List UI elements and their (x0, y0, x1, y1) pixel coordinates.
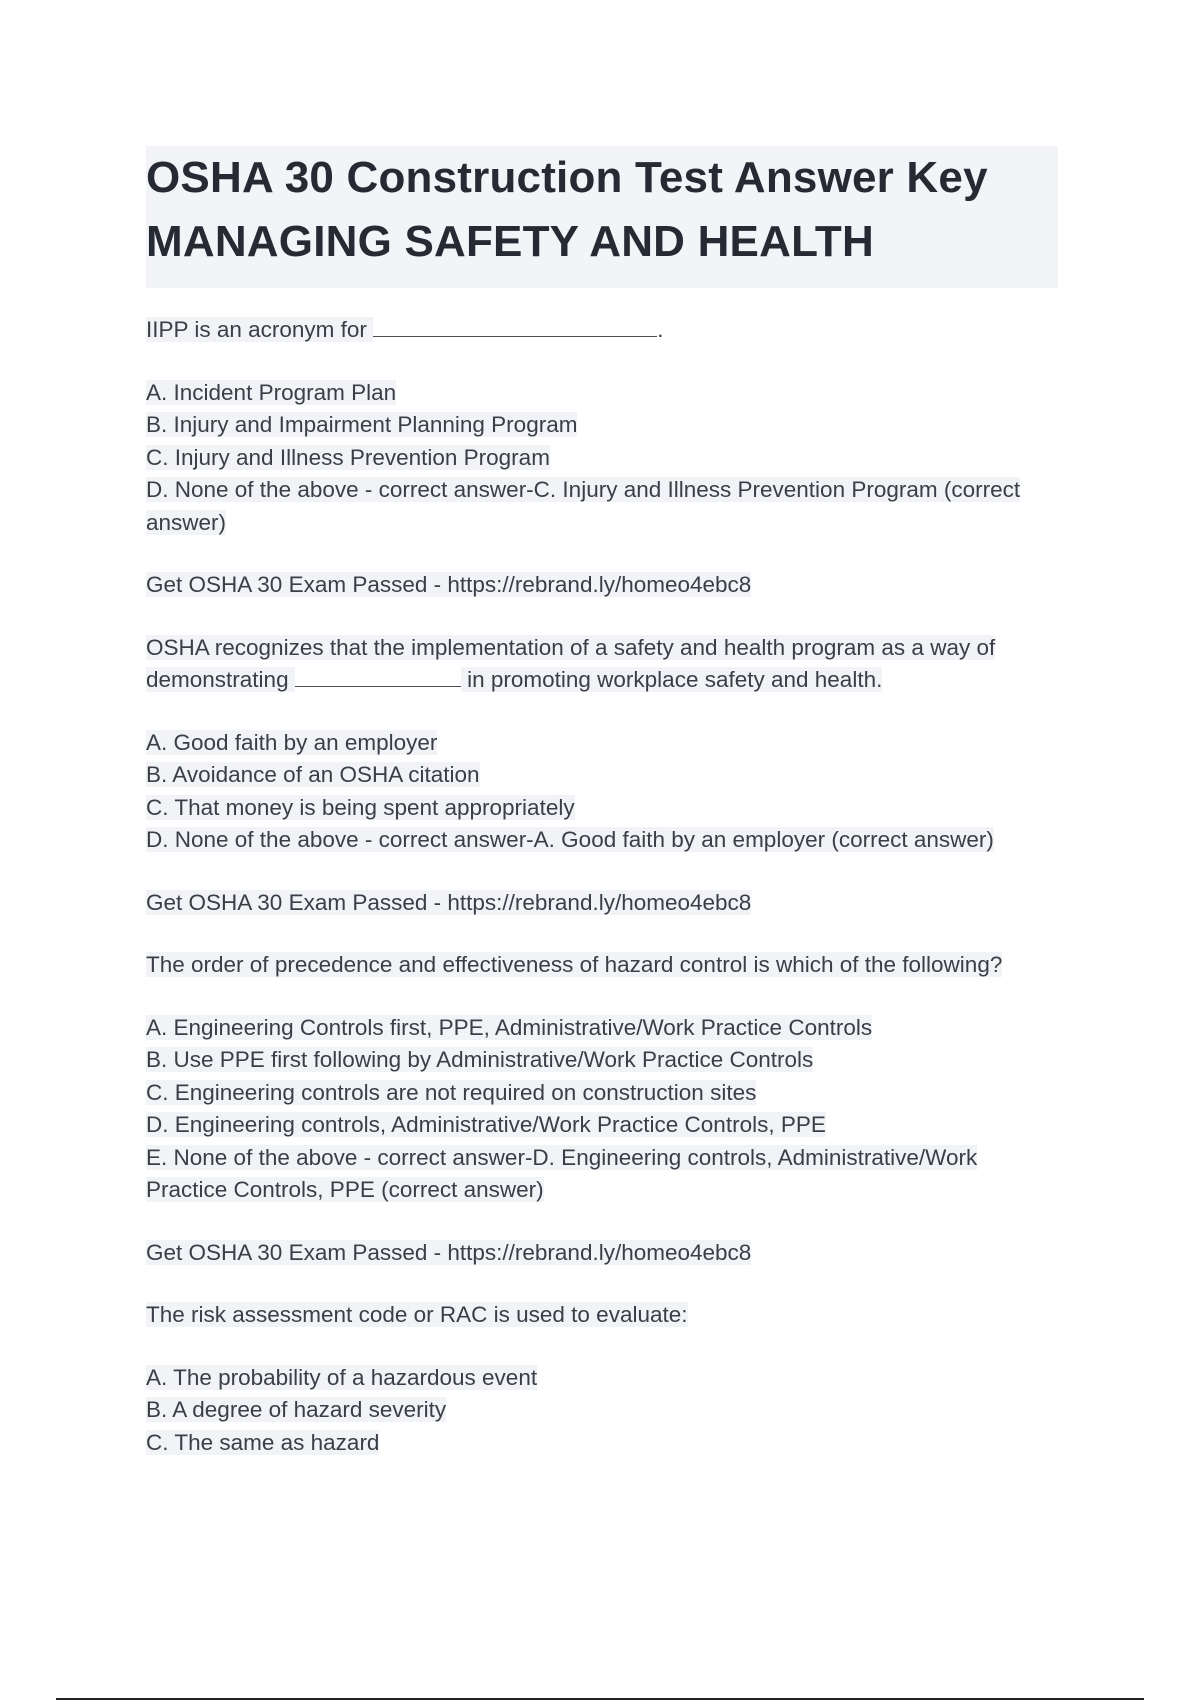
answer-option: B. Injury and Impairment Planning Program (146, 412, 578, 437)
document-subtitle: MANAGING SAFETY AND HEALTH (146, 217, 874, 266)
document-content (146, 146, 1058, 1459)
answer-option: A. Incident Program Plan (146, 379, 397, 405)
answer-option: C. Engineering controls are not required on construction sites (146, 1079, 757, 1105)
question-prompt: The risk assessment code or RAC is used to evaluate: (146, 1302, 688, 1327)
answer-option: A. Engineering Controls first, PPE, Administrative/Work Practice Controls (146, 1014, 873, 1040)
answer-option: B. Use PPE first following by Administrative/Work Practice Controls (146, 1047, 814, 1072)
answer-blank (373, 314, 657, 337)
answer-option: A. Good faith by an employer (146, 729, 438, 755)
question-prompt: The order of precedence and effectiveness of hazard control is which of the following? (146, 952, 1003, 977)
answer-option: D. None of the above - correct answer-C. Injury and Illness Prevention Program (correct answer) (146, 477, 1021, 535)
answer-option: D. None of the above - correct answer-A. Good faith by an employer (correct answer) (146, 827, 994, 852)
question-block (146, 1299, 1058, 1459)
answer-option: E. None of the above - correct answer-D. Engineering controls, Administrative/Work Practice Controls, PPE (correct answer) (146, 1144, 978, 1202)
question-block (146, 949, 1058, 1299)
promo-link[interactable]: Get OSHA 30 Exam Passed - https://rebrand.ly/homeo4ebc8 (146, 572, 752, 597)
answer-option: A. The probability of a hazardous event (146, 1364, 538, 1390)
answer-option: B. Avoidance of an OSHA citation (146, 762, 480, 787)
question-prompt: IIPP is an acronym for . (146, 314, 1058, 347)
promo-link[interactable]: Get OSHA 30 Exam Passed - https://rebrand.ly/homeo4ebc8 (146, 1239, 752, 1265)
question-prompt: OSHA recognizes that the implementation of a safety and health program as a way of demonstrating in promoting workplace safety and health. (146, 634, 996, 692)
answer-option: B. A degree of hazard severity (146, 1397, 447, 1422)
title-block (146, 146, 1058, 288)
answer-blank (295, 664, 461, 687)
answer-option: D. Engineering controls, Administrative/Work Practice Controls, PPE (146, 1112, 826, 1137)
answer-option: C. That money is being spent appropriately (146, 794, 575, 820)
question-block (146, 314, 1058, 632)
document-title: OSHA 30 Construction Test Answer Key (146, 153, 988, 202)
promo-link[interactable]: Get OSHA 30 Exam Passed - https://rebrand.ly/homeo4ebc8 (146, 889, 752, 915)
answer-option: C. Injury and Illness Prevention Program (146, 444, 550, 470)
question-block (146, 632, 1058, 950)
answer-option: C. The same as hazard (146, 1429, 380, 1455)
